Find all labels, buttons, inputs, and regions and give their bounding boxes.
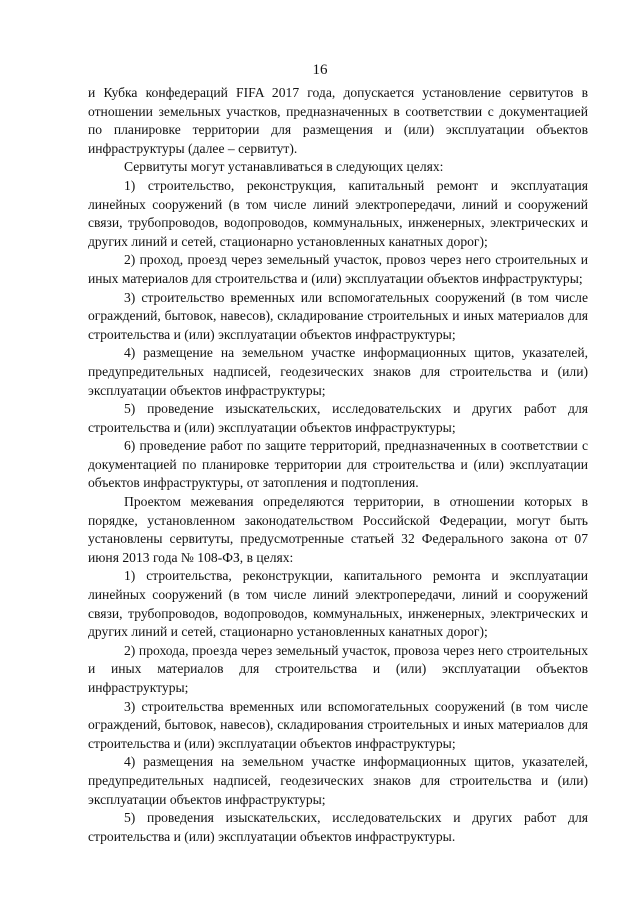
document-body <box>88 84 588 846</box>
list-item-survey-works-2: 5) проведения изыскательских, исследовательских и других работ для строительства и (или) эксплуатации объектов инфраструктуры. <box>88 810 588 844</box>
paragraph-servitude-intro: Сервитуты могут устанавливаться в следующих целях: <box>124 159 444 175</box>
paragraph-continuation: и Кубка конфедераций FIFA 2017 года, допускается установление сервитутов в отношении земельных участков, предназначенных в соответствии с документацией по планировке территории для размещения и (или) эксплуатации объектов инфраструктуры (далее – сервитут). <box>88 85 588 156</box>
list-item-information-boards-2: 4) размещения на земельном участке информационных щитов, указателей, предупредительных надписей, геодезических знаков для строительства и (или) эксплуатации объектов инфраструктуры; <box>88 754 588 807</box>
list-item-construction: 1) строительство, реконструкция, капитальный ремонт и эксплуатация линейных сооружений (в том числе линий электропередачи, линий и сооружений связи, трубопроводов, водопроводов, коммунальных, инженерных, электрических и других линий и сетей, стационарно установленных канатных дорог); <box>88 177 588 249</box>
list-item-passage: 2) проход, проезд через земельный участок, провоз через него строительных и иных материалов для строительства и (или) эксплуатации объектов инфраструктуры; <box>88 252 588 286</box>
list-item-passage-2: 2) прохода, проезда через земельный участок, провоза через него строительных и иных материалов для строительства и (или) эксплуатации объектов инфраструктуры; <box>88 642 588 695</box>
list-item-information-boards: 4) размещение на земельном участке информационных щитов, указателей, предупредительных надписей, геодезических знаков для строительства и (или) эксплуатации объектов инфраструктуры; <box>88 345 588 398</box>
page-number: 16 <box>312 62 328 78</box>
list-item-temporary-structures-2: 3) строительства временных или вспомогательных сооружений (в том числе ограждений, бытовок, навесов), складирования строительных и иных материалов для строительства и (или) эксплуатации объектов инфраструктуры; <box>88 698 588 751</box>
list-item-temporary-structures: 3) строительство временных или вспомогательных сооружений (в том числе ограждений, бытовок, навесов), складирование строительных и иных материалов для строительства и (или) эксплуатации объектов инфраструктуры; <box>88 289 588 342</box>
list-item-survey-works: 5) проведение изыскательских, исследовательских и других работ для строительства и (или) эксплуатации объектов инфраструктуры; <box>88 401 588 435</box>
list-item-flood-protection: 6) проведение работ по защите территорий, предназначенных в соответствии с документацией по планировке территории для строительства и (или) эксплуатации объектов инфраструктуры, от затопления и подтопления. <box>88 438 588 491</box>
paragraph-survey-project: Проектом межевания определяются территории, в отношении которых в порядке, установленном законодательством Российской Федерации, могут быть установлены сервитуты, предусмотренные статьей 32 Федерального закона от 07 июня 2013 года № 108-ФЗ, в целях: <box>88 494 588 565</box>
list-item-construction-2: 1) строительства, реконструкции, капитального ремонта и эксплуатации линейных сооружений (в том числе линий электропередачи, линий и сооружений связи, трубопроводов, водопроводов, коммунальных, инженерных, электрических и других линий и сетей, стационарно установленных канатных дорог); <box>88 568 588 640</box>
